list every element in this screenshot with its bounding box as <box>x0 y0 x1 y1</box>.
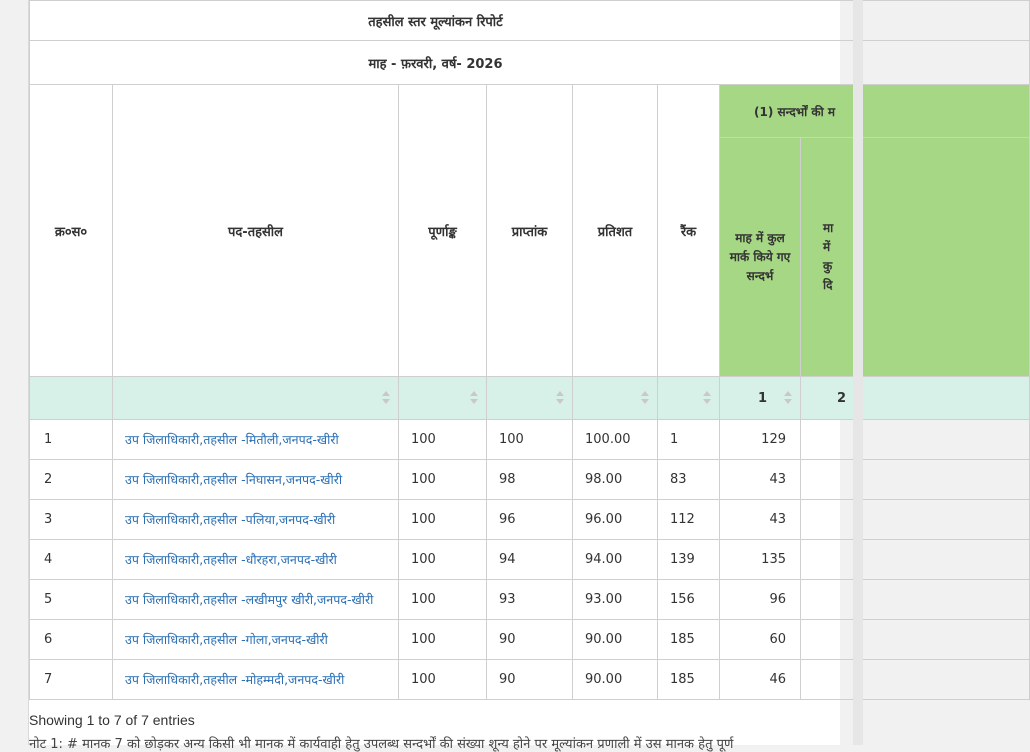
cell-rank: 185 <box>658 660 720 700</box>
office-link[interactable]: उप जिलाधिकारी,तहसील -मोहम्मदी,जनपद-खीरी <box>113 660 399 700</box>
cell-col2 <box>801 620 1030 660</box>
filter-rank[interactable] <box>658 377 720 420</box>
cell-obtained: 90 <box>487 620 573 660</box>
sort-icon[interactable] <box>703 391 711 405</box>
cell-marked-references: 43 <box>720 500 801 540</box>
report-title-cell <box>30 1 1030 41</box>
cell-col2 <box>801 500 1030 540</box>
cell-percent: 98.00 <box>573 460 658 500</box>
cell-obtained: 96 <box>487 500 573 540</box>
office-link[interactable]: उप जिलाधिकारी,तहसील -धौरहरा,जनपद-खीरी <box>113 540 399 580</box>
cell-full-marks: 100 <box>399 460 487 500</box>
entries-info: Showing 1 to 7 of 7 entries <box>29 712 195 728</box>
sort-icon[interactable] <box>556 391 564 405</box>
table-row <box>30 420 1030 460</box>
filter-serial[interactable] <box>30 377 113 420</box>
cell-serial: 4 <box>30 540 113 580</box>
header-serial[interactable]: क्र०स० <box>30 85 113 377</box>
report-subtitle: माह - फ़रवरी, वर्ष- 2026 <box>368 56 503 72</box>
header-monthly-col2[interactable] <box>801 138 1030 377</box>
cell-full-marks: 100 <box>399 500 487 540</box>
sort-icon[interactable] <box>382 391 390 405</box>
header-percent[interactable]: प्रतिशत <box>573 85 658 377</box>
filter-col-2-number: 2 <box>837 390 847 406</box>
cell-rank: 83 <box>658 460 720 500</box>
cell-full-marks: 100 <box>399 620 487 660</box>
cell-marked-references: 96 <box>720 580 801 620</box>
cell-marked-references: 43 <box>720 460 801 500</box>
cell-serial: 5 <box>30 580 113 620</box>
report-subtitle-cell <box>30 41 1030 85</box>
cell-marked-references: 46 <box>720 660 801 700</box>
cell-marked-references: 60 <box>720 620 801 660</box>
header-rank[interactable]: रैंक <box>658 85 720 377</box>
cell-rank: 112 <box>658 500 720 540</box>
cell-col2 <box>801 420 1030 460</box>
report-card <box>28 0 847 752</box>
table-row <box>30 580 1030 620</box>
header-monthly-marked-references[interactable]: माह में कुल मार्क किये गए सन्दर्भ <box>720 138 801 377</box>
cell-obtained: 94 <box>487 540 573 580</box>
cell-serial: 7 <box>30 660 113 700</box>
sort-icon[interactable] <box>641 391 649 405</box>
cell-percent: 90.00 <box>573 660 658 700</box>
cell-obtained: 100 <box>487 420 573 460</box>
cell-col2 <box>801 660 1030 700</box>
sort-icon[interactable] <box>470 391 478 405</box>
office-link[interactable]: उप जिलाधिकारी,तहसील -पलिया,जनपद-खीरी <box>113 500 399 540</box>
footnote: नोट 1: # मानक 7 को छोड़कर अन्य किसी भी मानक में कार्यवाही हेतु उपलब्ध सन्दर्भों की संख्या शून्य होने पर मूल्यांकन प्रणाली में उस मानक हेतु पूर्ण <box>29 737 734 752</box>
cell-percent: 96.00 <box>573 500 658 540</box>
table-row <box>30 540 1030 580</box>
cell-col2 <box>801 580 1030 620</box>
report-title: तहसील स्तर मूल्यांकन रिपोर्ट <box>368 14 503 30</box>
cell-serial: 3 <box>30 500 113 540</box>
cell-percent: 93.00 <box>573 580 658 620</box>
cell-full-marks: 100 <box>399 540 487 580</box>
sort-icon[interactable] <box>784 391 792 405</box>
cell-marked-references: 129 <box>720 420 801 460</box>
cell-full-marks: 100 <box>399 580 487 620</box>
header-full-marks[interactable]: पूर्णाङ्क <box>399 85 487 377</box>
office-link[interactable]: उप जिलाधिकारी,तहसील -गोला,जनपद-खीरी <box>113 620 399 660</box>
filter-col-1-number: 1 <box>758 390 768 406</box>
cell-percent: 94.00 <box>573 540 658 580</box>
table-row <box>30 460 1030 500</box>
cell-full-marks: 100 <box>399 420 487 460</box>
cell-col2 <box>801 460 1030 500</box>
cell-rank: 156 <box>658 580 720 620</box>
filter-percent[interactable] <box>573 377 658 420</box>
cell-percent: 90.00 <box>573 620 658 660</box>
cell-obtained: 98 <box>487 460 573 500</box>
filter-col-1[interactable] <box>720 377 801 420</box>
header-obtained[interactable]: प्राप्तांक <box>487 85 573 377</box>
filter-office[interactable] <box>113 377 399 420</box>
cell-serial: 1 <box>30 420 113 460</box>
header-monthly-col2-text: मा में कु दि <box>823 221 834 292</box>
table-row <box>30 500 1030 540</box>
cell-percent: 100.00 <box>573 420 658 460</box>
cell-col2 <box>801 540 1030 580</box>
vertical-scrollbar[interactable] <box>853 0 863 745</box>
header-office[interactable]: पद-तहसील <box>113 85 399 377</box>
report-table <box>29 0 1030 700</box>
cell-serial: 2 <box>30 460 113 500</box>
cell-rank: 185 <box>658 620 720 660</box>
filter-obtained[interactable] <box>487 377 573 420</box>
cell-rank: 1 <box>658 420 720 460</box>
office-link[interactable]: उप जिलाधिकारी,तहसील -लखीमपुर खीरी,जनपद-खीरी <box>113 580 399 620</box>
header-group-references: (1) सन्दर्भों की म <box>720 85 1030 138</box>
office-link[interactable]: उप जिलाधिकारी,तहसील -निघासन,जनपद-खीरी <box>113 460 399 500</box>
cell-serial: 6 <box>30 620 113 660</box>
office-link[interactable]: उप जिलाधिकारी,तहसील -मितौली,जनपद-खीरी <box>113 420 399 460</box>
cell-obtained: 90 <box>487 660 573 700</box>
filter-col-2[interactable] <box>801 377 1030 420</box>
cell-rank: 139 <box>658 540 720 580</box>
filter-full-marks[interactable] <box>399 377 487 420</box>
cell-marked-references: 135 <box>720 540 801 580</box>
table-row <box>30 620 1030 660</box>
table-row <box>30 660 1030 700</box>
cell-obtained: 93 <box>487 580 573 620</box>
cell-full-marks: 100 <box>399 660 487 700</box>
